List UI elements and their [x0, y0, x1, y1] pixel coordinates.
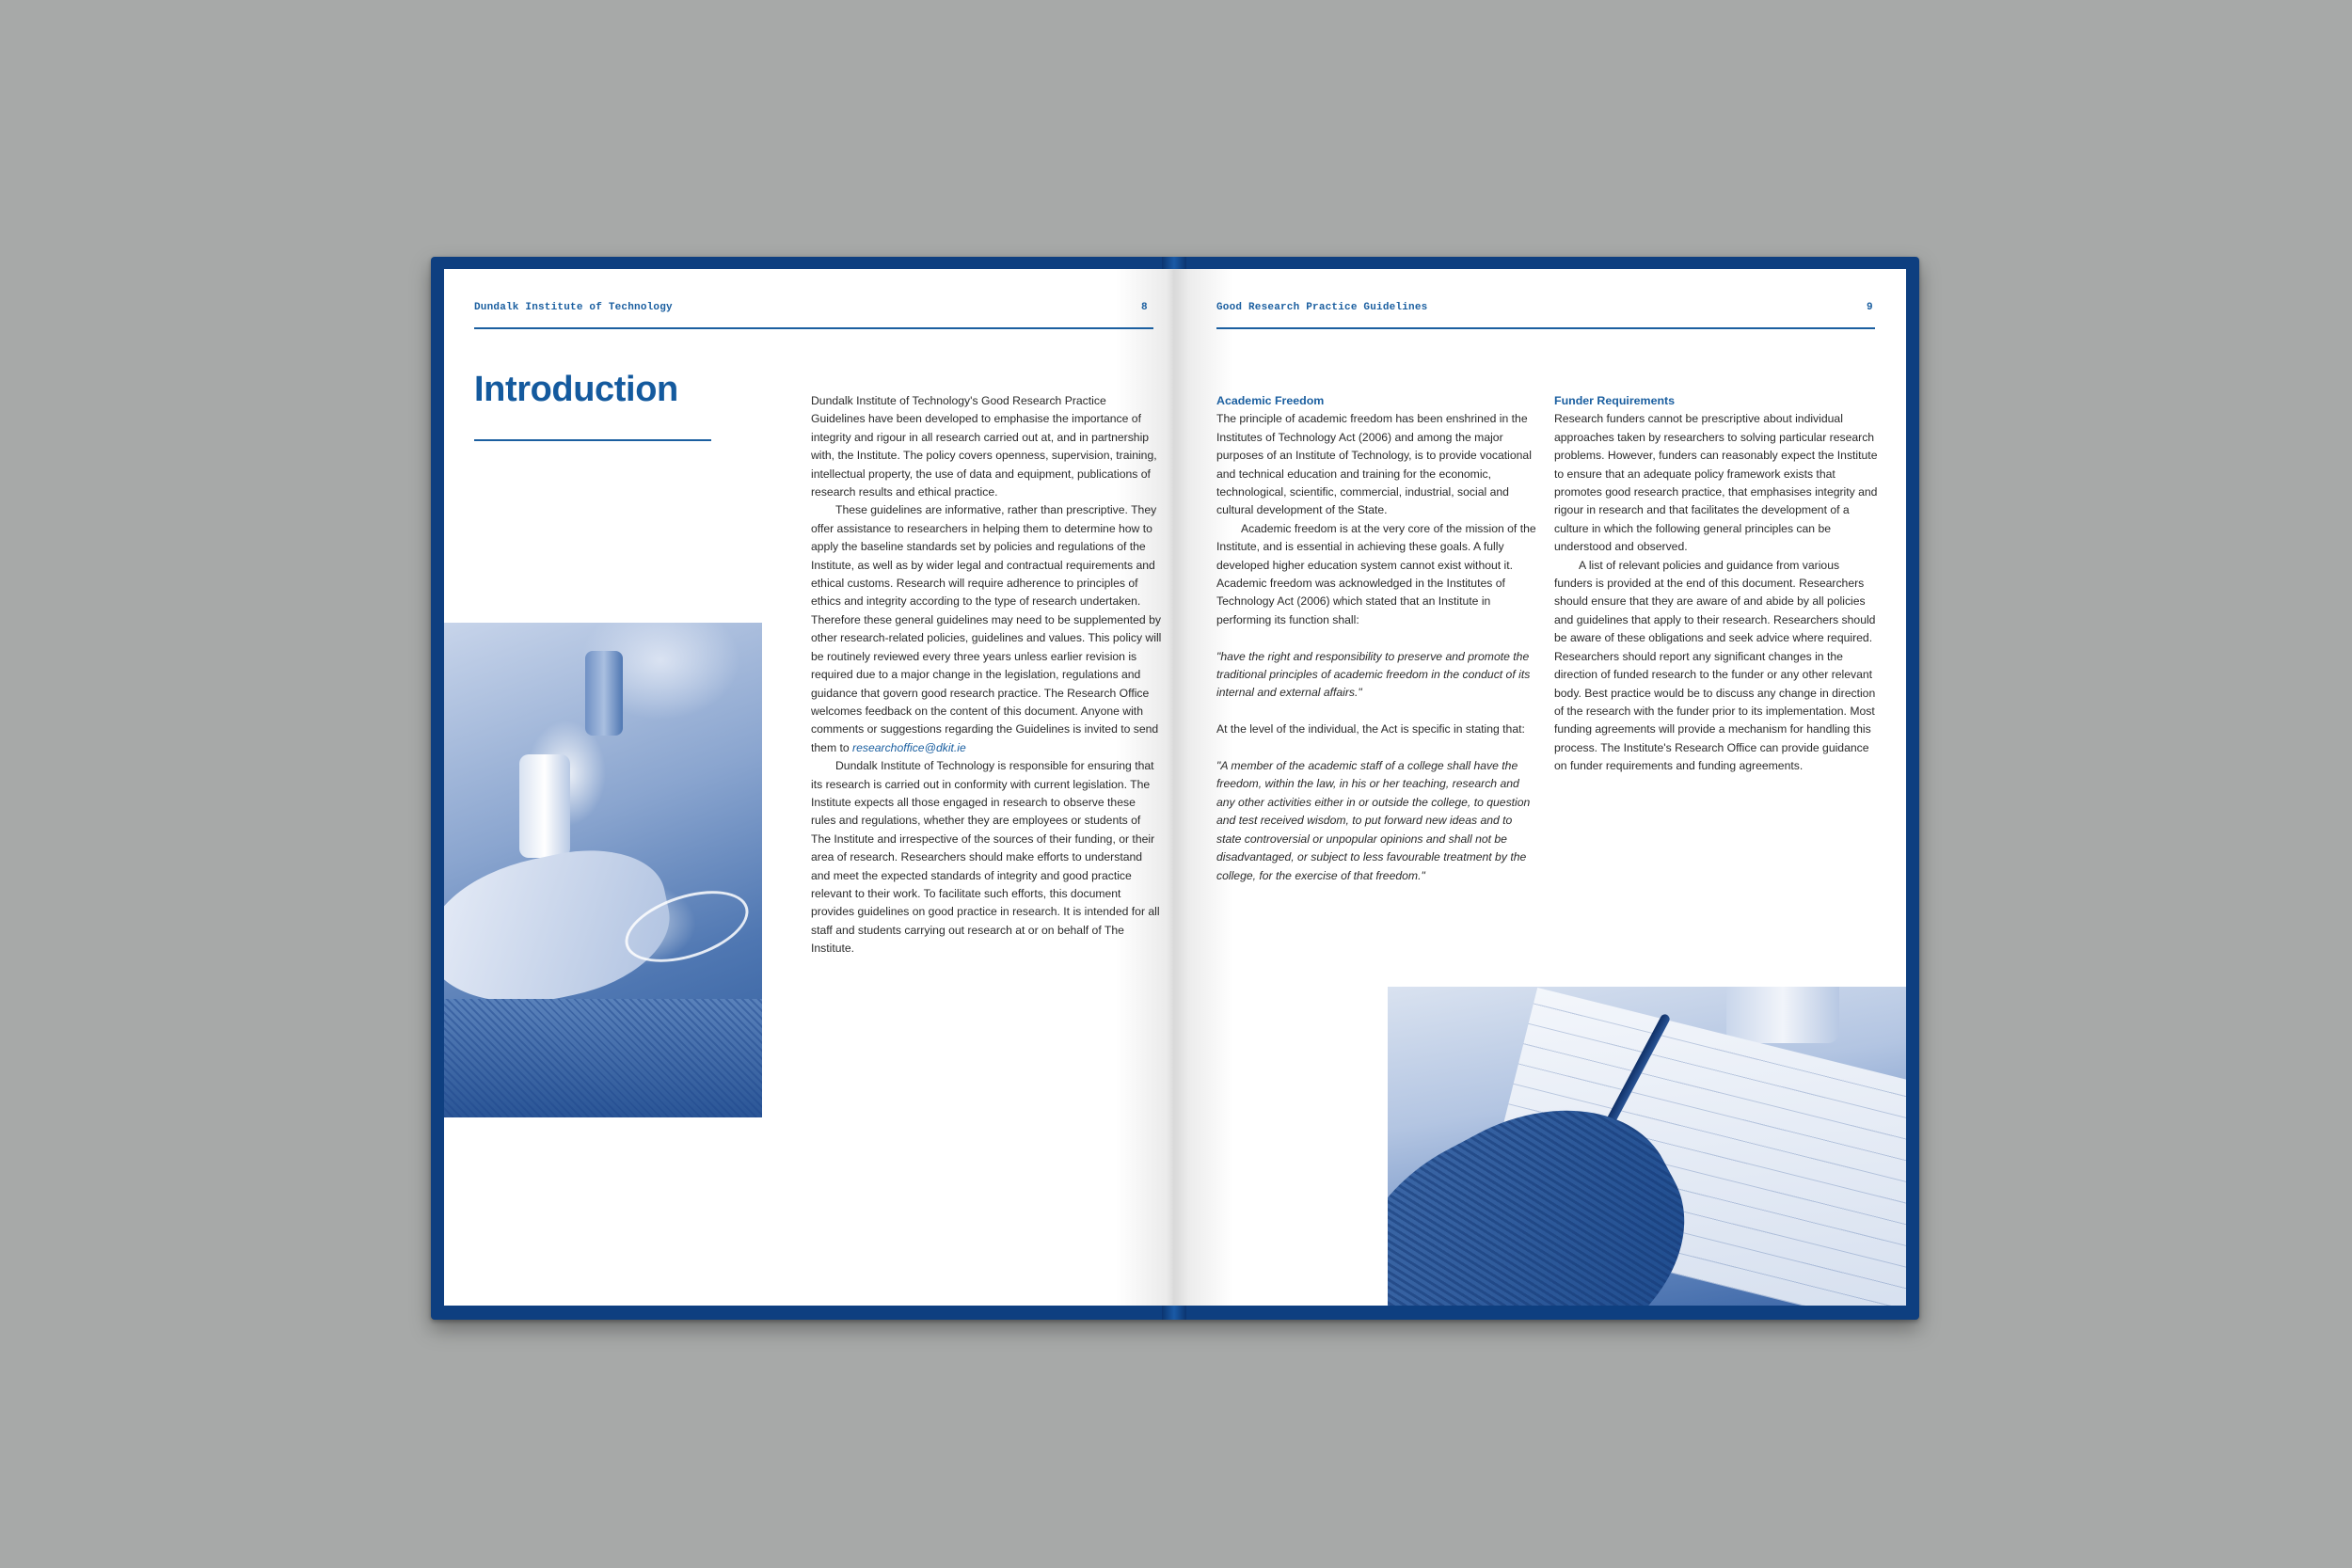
academic-freedom-quote-2: "A member of the academic staff of a college shall have the freedom, within the law, in his or her teaching, research and any other activities either in or outside the college, to question and test received wisdom, to put forward new ideas and to state controversial or unpopular opinions and shall not be disadvantaged, or subject to less favourable treatment by the college, for the exercise of that freedom.": [1216, 759, 1531, 882]
lab-bottle-shape: [585, 651, 623, 736]
intro-paragraph-3: Dundalk Institute of Technology is responsible for ensuring that its research is carried out in conformity with current legislation. The Institute expects all those engaged in research to observe these rules and regulations, whether they are employees or students of The Institute and irrespective of the sources of their funding, or their area of research. Researchers should make efforts to understand and meet the expected standards of integrity and good practice relevant to their work. To facilitate such efforts, this document provides guidelines on good practice in research. It is intended for all staff and students carrying out research at or on behalf of The Institute.: [811, 759, 1160, 956]
funder-requirements-section: [1554, 392, 1880, 776]
right-page: [1174, 269, 1906, 1306]
spacer: [1216, 739, 1536, 757]
academic-freedom-quote-1: "have the right and responsibility to preserve and promote the traditional principles of academic freedom in the conduct of its internal and external affairs.": [1216, 649, 1531, 700]
academic-freedom-paragraph-1: The principle of academic freedom has been enshrined in the Institutes of Technology Act (2006) and among the major purposes of an Institute of Technology, is to provide vocational and technical education and training for the economic, technological, scientific, commercial, industrial, social and cultural development of the State.: [1216, 412, 1532, 517]
page-title: Introduction: [474, 370, 678, 409]
running-head-right: Good Research Practice Guidelines: [1216, 302, 1428, 313]
lab-bench-shape: [444, 999, 762, 1117]
academic-freedom-paragraph-2: Academic freedom is at the very core of the mission of the Institute, and is essential in achieving these goals. A fully developed higher education system cannot exist without it. Academic freedom was acknowledged in the Institutes of Technology Act (2006) which stated that an Institute in performing its function shall:: [1216, 521, 1536, 626]
lab-jar-shape: [519, 754, 570, 858]
page-number-right: 9: [1867, 302, 1873, 313]
cup-shape: [1726, 987, 1839, 1043]
intro-paragraph-2-text: These guidelines are informative, rather than prescriptive. They offer assistance to researchers in helping them to determine how to apply the baseline standards set by policies and regulations of the Institute, as well as by wider legal and contractual requirements and ethical customs. Research will require adherence to principles of ethics and integrity according to the type of research undertaken. Therefore these general guidelines may need to be supplemented by other research-related policies, guidelines and values. This policy will be routinely reviewed every three years unless earlier revision is required due to a major change in the legislation, regulations and guidance that govern good research practice. The Research Office welcomes feedback on the content of this document. Anyone with comments or suggestions regarding the Guidelines is invited to send them to: [811, 503, 1162, 754]
introduction-body: [811, 392, 1162, 958]
title-underline: [474, 439, 711, 441]
intro-paragraph-2: [811, 501, 1162, 757]
writing-photo: [1388, 987, 1906, 1306]
spacer: [1216, 703, 1536, 721]
running-head-left: Dundalk Institute of Technology: [474, 302, 673, 313]
academic-freedom-section: [1216, 392, 1536, 885]
funder-requirements-paragraph-1: Research funders cannot be prescriptive about individual approaches taken by researchers to solving particular research problems. However, funders can reasonably expect the Institute to ensure that an adequate policy framework exists that promotes good research practice, that emphasises integrity and rigour in research and that facilitates the development of a culture in which the following general principles can be understood and observed.: [1554, 412, 1878, 554]
lab-photo: [444, 623, 762, 1117]
research-office-email-link[interactable]: researchoffice@dkit.ie: [852, 740, 966, 754]
spacer: [1216, 629, 1536, 647]
left-page: [444, 269, 1174, 1306]
header-rule-right: [1216, 327, 1875, 329]
page-number-left: 8: [1141, 302, 1148, 313]
funder-requirements-paragraph-2: A list of relevant policies and guidance from various funders is provided at the end of this document. Researchers should ensure that they are aware of and abide by all policies and guidelines that apply to their research. Researchers should be aware of these obligations and seek advice where required. Researchers should report any significant changes in the direction of funded research to the funder or any other relevant body. Best practice would be to discuss any change in direction of the research with the funder prior to its implementation. Most funding agreements will provide a mechanism for handling this process. The Institute's Research Office can provide guidance on funder requirements and funding agreements.: [1554, 558, 1876, 773]
academic-freedom-heading: Academic Freedom: [1216, 394, 1325, 407]
academic-freedom-paragraph-3: At the level of the individual, the Act is specific in stating that:: [1216, 722, 1525, 736]
funder-requirements-heading: Funder Requirements: [1554, 394, 1676, 407]
header-rule-left: [474, 327, 1153, 329]
intro-paragraph-1: Dundalk Institute of Technology's Good Research Practice Guidelines have been developed to emphasise the importance of integrity and rigour in all research carried out at, and in partnership with, the Institute. The policy covers openness, supervision, training, intellectual property, the use of data and equipment, publications of research results and ethical practice.: [811, 394, 1157, 499]
